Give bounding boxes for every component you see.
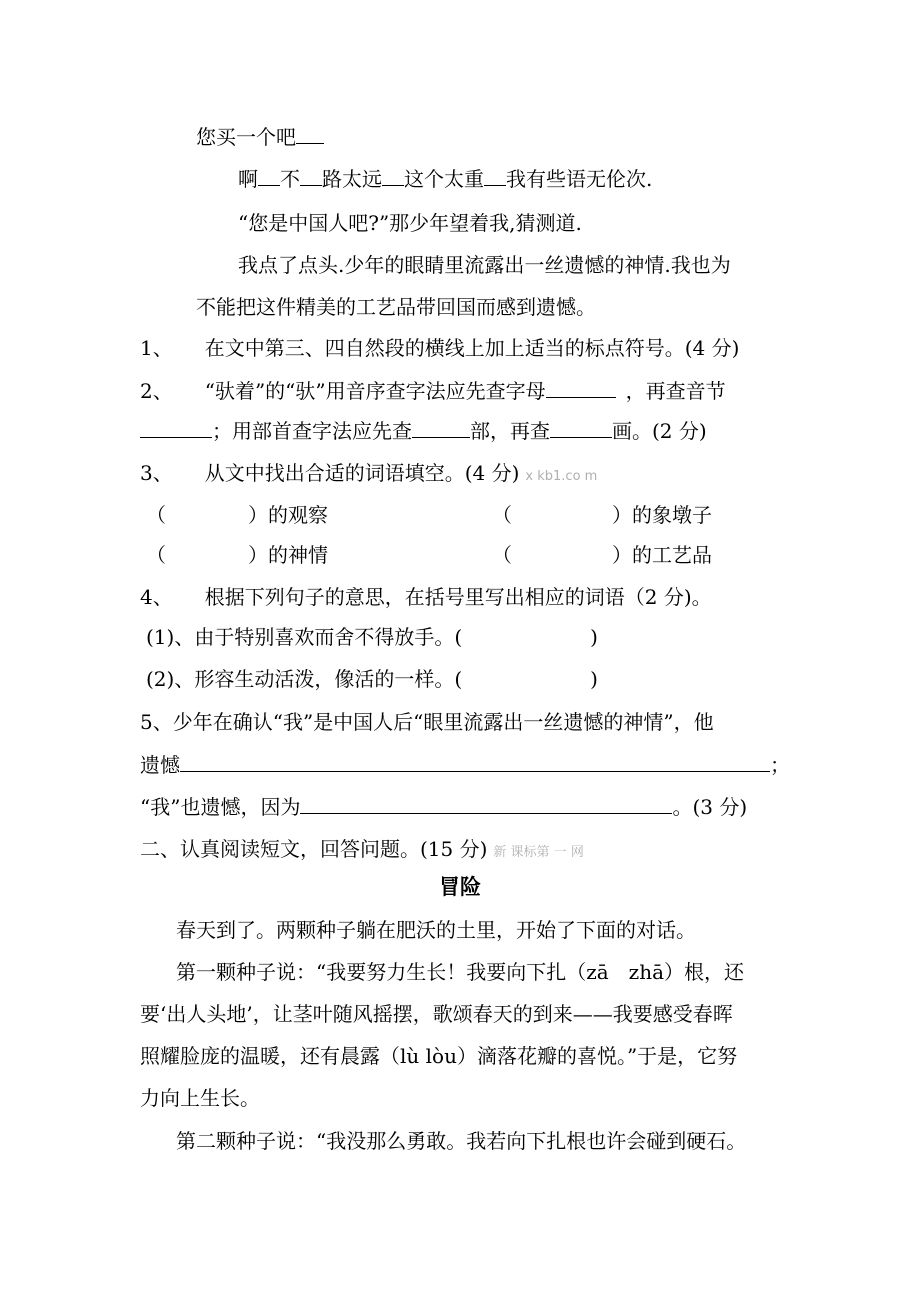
question-text: 部，再查 xyxy=(470,419,550,443)
question-text: 。(3 分) xyxy=(672,795,748,819)
question-text: 在文中第三、四自然段的横线上加上适当的标点符号。(4 分) xyxy=(204,336,740,360)
fill-item-text: ）的观察 xyxy=(248,503,328,527)
punctuation-blank[interactable] xyxy=(296,125,324,144)
question-text: 根据下列句子的意思，在括号里写出相应的词语（2 分)。 xyxy=(204,585,712,609)
story-paragraph-2-line-3: 照耀脸庞的温暖，还有晨露（lù lòu）滴落花瓣的喜悦。”于是，它努 xyxy=(140,1044,738,1068)
question-text: 画。(2 分) xyxy=(612,419,707,443)
watermark: 新 课标第 一 网 xyxy=(493,845,584,860)
answer-blank[interactable] xyxy=(140,419,212,438)
fill-item-1[interactable] xyxy=(146,500,328,530)
story-paragraph-3: 第二颗种子说：“我没那么勇敢。我若向下扎根也许会碰到硬石。 xyxy=(176,1129,747,1153)
answer-blank[interactable] xyxy=(546,379,616,398)
fill-item-3[interactable] xyxy=(146,540,328,570)
question-4-item-2[interactable] xyxy=(146,664,598,694)
passage-line-3: “您是中国人吧?”那少年望着我,猜测道. xyxy=(238,211,582,235)
passage-line-1 xyxy=(196,122,324,152)
question-text: “驮着”的“驮”用音序查字法应先查字母 xyxy=(204,379,546,403)
answer-blank[interactable] xyxy=(550,419,612,438)
passage-line-2-part: 不 xyxy=(280,167,300,191)
story-paragraph-2-line-2: 要‘出人头地’，让茎叶随风摇摆，歌颂春天的到来——我要感受春晖 xyxy=(140,1002,733,1026)
close-paren: ) xyxy=(590,625,598,649)
passage-line-2-part: 我有些语无伦次. xyxy=(506,167,653,191)
question-2-line-2 xyxy=(140,416,707,446)
fill-item-4[interactable] xyxy=(492,540,712,570)
answer-blank[interactable] xyxy=(300,795,672,814)
open-paren: （ xyxy=(492,503,512,527)
answer-blank[interactable] xyxy=(412,419,470,438)
passage-line-2 xyxy=(238,164,652,194)
fill-item-text: ）的工艺品 xyxy=(612,543,712,567)
fill-item-text: ）的象墩子 xyxy=(612,503,712,527)
passage-line-5: 不能把这件精美的工艺品带回国而感到遗憾。 xyxy=(196,295,596,319)
passage-line-2-part: 路太远 xyxy=(322,167,382,191)
story-paragraph-2-line-1: 第一颗种子说：“我要努力生长！我要向下扎（zā zhā）根，还 xyxy=(176,960,745,984)
question-text: ，再查音节 xyxy=(625,379,726,403)
question-number: 2、 xyxy=(140,379,173,403)
passage-line-2-part: 这个太重 xyxy=(404,167,484,191)
question-text: “我”也遗憾，因为 xyxy=(140,795,301,819)
question-1 xyxy=(140,333,739,363)
punctuation-blank[interactable] xyxy=(484,167,506,186)
question-text: 遗憾 xyxy=(140,753,180,777)
question-4 xyxy=(140,582,712,612)
fill-item-2[interactable] xyxy=(492,500,712,530)
section-heading-text: 二、认真阅读短文，回答问题。(15 分) xyxy=(140,837,488,861)
question-text: 从文中找出合适的词语填空。(4 分) xyxy=(204,461,520,485)
answer-blank[interactable] xyxy=(180,753,770,772)
question-5-line-2 xyxy=(140,750,790,780)
story-paragraph-2-line-4: 力向上生长。 xyxy=(140,1086,260,1110)
section-2-heading xyxy=(140,834,584,868)
story-paragraph-1: 春天到了。两颗种子躺在肥沃的土里，开始了下面的对话。 xyxy=(176,918,696,942)
close-paren: ) xyxy=(590,667,598,691)
question-3 xyxy=(140,458,597,492)
question-text: (1)、由于特别喜欢而舍不得放手。( xyxy=(146,625,463,649)
story-title: 冒险 xyxy=(439,875,481,899)
question-text: ； xyxy=(770,753,790,777)
open-paren: （ xyxy=(146,543,166,567)
question-text: (2)、形容生动活泼，像活的一样。( xyxy=(146,667,463,691)
question-4-item-1[interactable] xyxy=(146,622,598,652)
open-paren: （ xyxy=(146,503,166,527)
question-2 xyxy=(140,376,726,406)
passage-line-1-text: 您买一个吧 xyxy=(196,125,296,149)
punctuation-blank[interactable] xyxy=(300,167,322,186)
question-5-line-3 xyxy=(140,792,747,822)
punctuation-blank[interactable] xyxy=(382,167,404,186)
question-number: 3、 xyxy=(140,461,173,485)
fill-item-text: ）的神情 xyxy=(248,543,328,567)
passage-line-2-part: 啊 xyxy=(238,167,258,191)
question-text: ；用部首查字法应先查 xyxy=(212,419,412,443)
question-5: 5、少年在确认“我”是中国人后“眼里流露出一丝遗憾的神情”，他 xyxy=(140,710,714,734)
passage-line-4: 我点了点头.少年的眼睛里流露出一丝遗憾的神情.我也为 xyxy=(238,253,731,277)
question-number: 1、 xyxy=(140,336,173,360)
open-paren: （ xyxy=(492,543,512,567)
question-number: 4、 xyxy=(140,585,173,609)
watermark: x kb1.co m xyxy=(525,469,598,484)
punctuation-blank[interactable] xyxy=(258,167,280,186)
